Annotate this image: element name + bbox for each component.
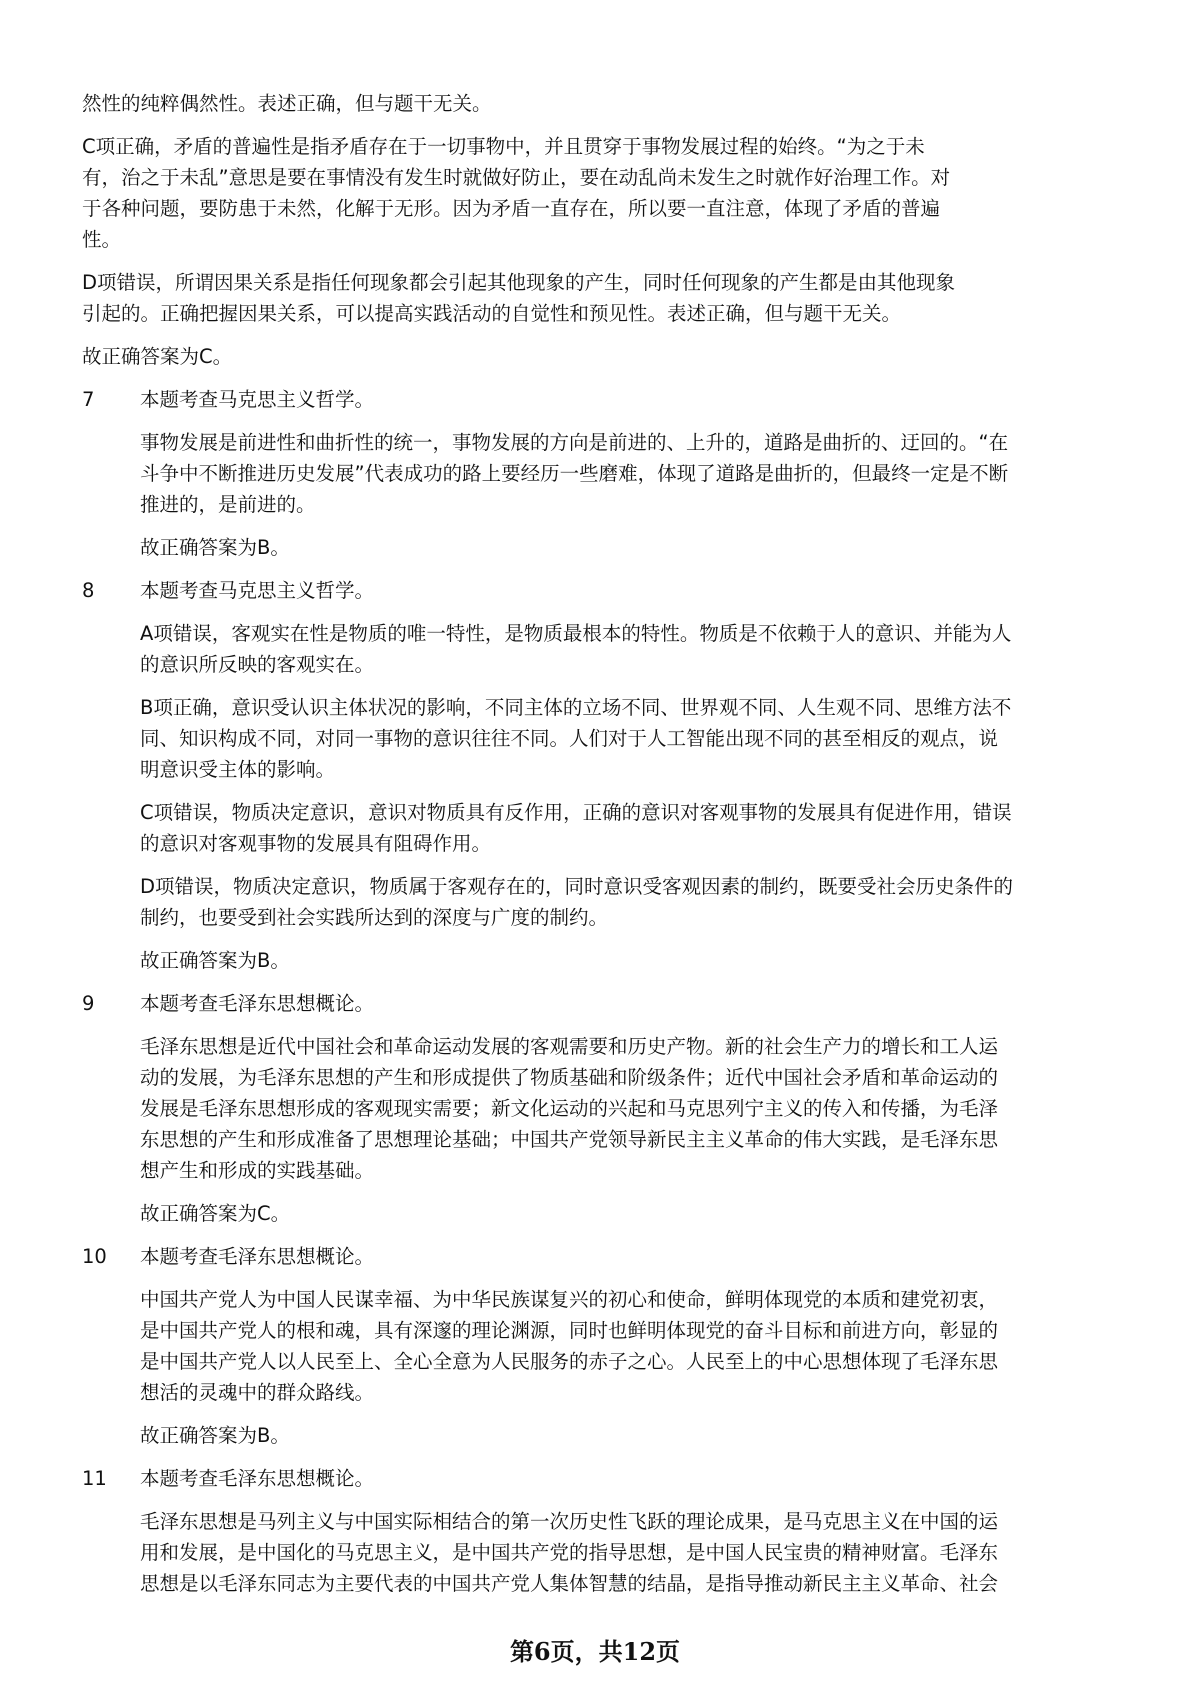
question-header	[82, 575, 1092, 606]
question-header	[82, 1463, 1092, 1494]
question-body	[140, 1031, 1092, 1229]
intro-section	[82, 88, 1092, 372]
answer-line: 故正确答案为B。	[140, 536, 290, 559]
question-8	[82, 575, 1092, 976]
page-number-footer: 第6页，共12页	[509, 1637, 681, 1666]
question-body	[140, 427, 1092, 563]
answer-line: 故正确答案为B。	[140, 949, 290, 972]
answer-line: 故正确答案为C。	[140, 1202, 291, 1225]
question-number: 11	[82, 1467, 107, 1490]
intro-paragraph: 然性的纯粹偶然性。表述正确，但与题干无关。	[82, 92, 492, 115]
question-9	[82, 988, 1092, 1229]
explanation-paragraph: C项错误，物质决定意识，意识对物质具有反作用，正确的意识对客观事物的发展具有促进作用，错误 的意识对客观事物的发展具有阻碍作用。	[140, 801, 1012, 855]
explanation-paragraph: 毛泽东思想是马列主义与中国实际相结合的第一次历史性飞跃的理论成果，是马克思主义在中国的运 用和发展，是中国化的马克思主义，是中国共产党的指导思想，是中国人民宝贵的精神财富。毛泽东 思想是以毛泽东同志为主要代表的中国共产党人集体智慧的结晶，是指导推动新民主主义革命、社会	[140, 1510, 999, 1595]
intro-paragraph: D项错误，所谓因果关系是指任何现象都会引起其他现象的产生，同时任何现象的产生都是由其他现象 引起的。正确把握因果关系，可以提高实践活动的自觉性和预见性。表述正确，但与题干无关。	[82, 271, 956, 325]
intro-paragraph: C项正确，矛盾的普遍性是指矛盾存在于一切事物中，并且贯穿于事物发展过程的始终。“为之于未 有，治之于未乱”意思是要在事情没有发生时就做好防止，要在动乱尚未发生之时就作好治理工作。对 于各种问题，要防患于未然，化解于无形。因为矛盾一直存在，所以要一直注意，体现了矛盾的普遍 性。	[82, 135, 951, 251]
explanation-paragraph: B项正确，意识受认识主体状况的影响，不同主体的立场不同、世界观不同、人生观不同、思维方法不 同、知识构成不同，对同一事物的意识往往不同。人们对于人工智能出现不同的甚至相反的观点，说 明意识受主体的影响。	[140, 696, 1012, 781]
explanation-paragraph: D项错误，物质决定意识，物质属于客观存在的，同时意识受客观因素的制约，既要受社会历史条件的 制约，也要受到社会实践所达到的深度与广度的制约。	[140, 875, 1014, 929]
question-number: 7	[82, 388, 95, 411]
question-title: 本题考查毛泽东思想概论。	[140, 992, 375, 1015]
explanation-paragraph: 事物发展是前进性和曲折性的统一，事物发展的方向是前进的、上升的，道路是曲折的、迂回的。“在 斗争中不断推进历史发展”代表成功的路上要经历一些磨难，体现了道路是曲折的，但最终一定是不断 推进的，是前进的。	[140, 431, 1009, 516]
question-title: 本题考查马克思主义哲学。	[140, 388, 375, 411]
intro-answer: 故正确答案为C。	[82, 345, 233, 368]
explanation-paragraph: 毛泽东思想是近代中国社会和革命运动发展的客观需要和历史产物。新的社会生产力的增长和工人运 动的发展，为毛泽东思想的产生和形成提供了物质基础和阶级条件；近代中国社会矛盾和革命运动的 发展是毛泽东思想形成的客观现实需要；新文化运动的兴起和马克思列宁主义的传入和传播，为毛泽 东思想的产生和形成准备了思想理论基础；中国共产党领导新民主主义革命的伟大实践，是毛泽东思 想产生和形成的实践基础。	[140, 1035, 999, 1182]
explanation-paragraph: A项错误，客观实在性是物质的唯一特性，是物质最根本的特性。物质是不依赖于人的意识、并能为人 的意识所反映的客观实在。	[140, 622, 1012, 676]
question-11	[82, 1463, 1092, 1599]
question-number: 8	[82, 579, 95, 602]
question-title: 本题考查毛泽东思想概论。	[140, 1467, 375, 1490]
question-title: 本题考查马克思主义哲学。	[140, 579, 375, 602]
page-content	[82, 88, 1092, 1611]
explanation-paragraph: 中国共产党人为中国人民谋幸福、为中华民族谋复兴的初心和使命，鲜明体现党的本质和建党初衷， 是中国共产党人的根和魂，具有深邃的理论渊源，同时也鲜明体现党的奋斗目标和前进方向，彰显的 是中国共产党人以人民至上、全心全意为人民服务的赤子之心。人民至上的中心思想体现了毛泽东思 想活的灵魂中的群众路线。	[140, 1288, 999, 1404]
question-7	[82, 384, 1092, 563]
question-header	[82, 384, 1092, 415]
question-body	[140, 1506, 1092, 1599]
question-number: 9	[82, 992, 95, 1015]
question-number: 10	[82, 1245, 107, 1268]
question-body	[140, 618, 1092, 976]
answer-line: 故正确答案为B。	[140, 1424, 290, 1447]
question-title: 本题考查毛泽东思想概论。	[140, 1245, 375, 1268]
question-header	[82, 988, 1092, 1019]
question-header	[82, 1241, 1092, 1272]
question-body	[140, 1284, 1092, 1451]
question-10	[82, 1241, 1092, 1451]
